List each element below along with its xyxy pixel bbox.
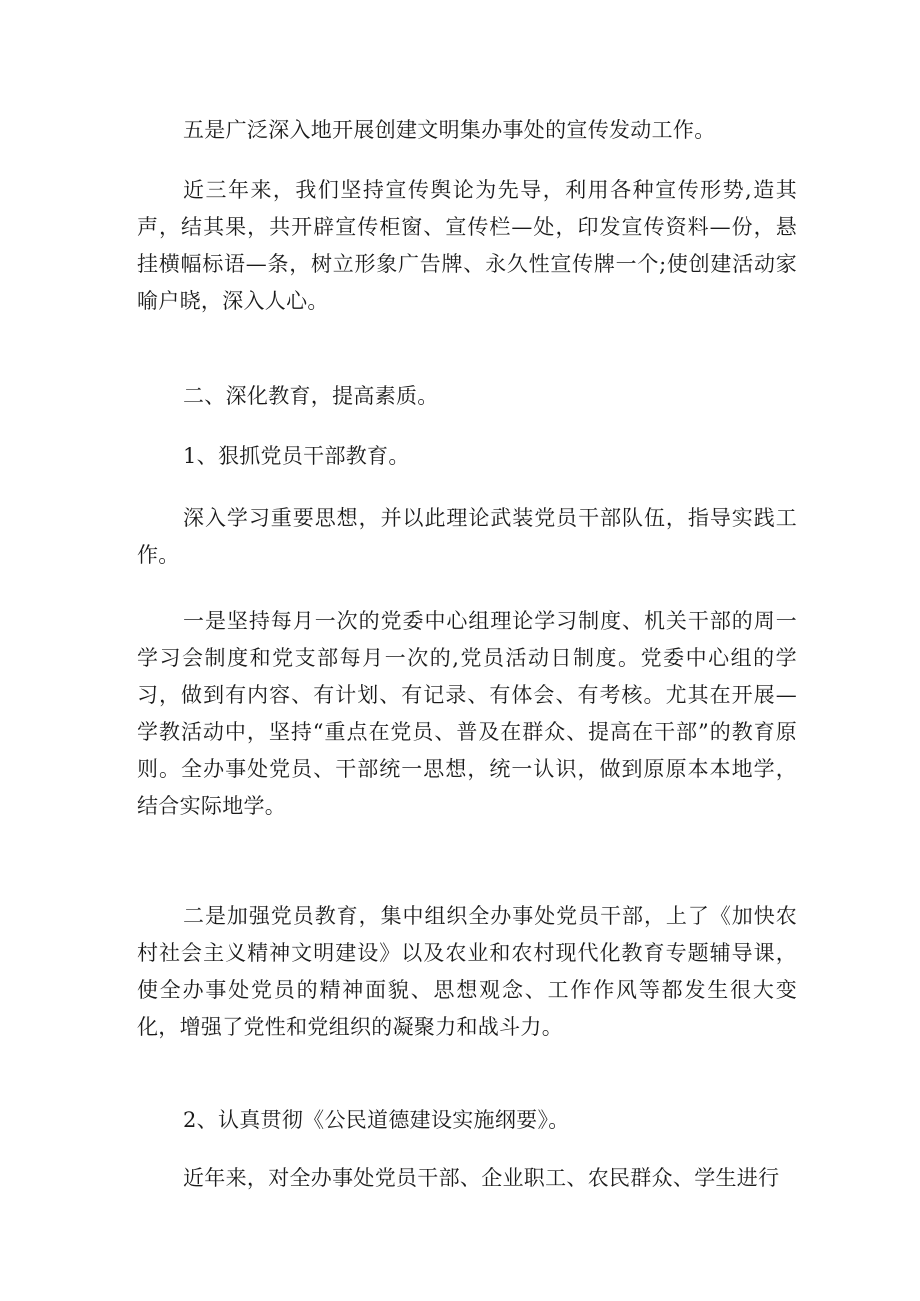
paragraph-monthly-study: 一是坚持每月一次的党委中心组理论学习制度、机关干部的周一学习会制度和党支部每月一次的,党员活动日制度。党委中心组的学习，做到有内容、有计划、有记录、有体会、有考核。尤其在开展—学教活动中，坚持“重点在党员、普及在群众、提高在干部”的教育原则。全办事处党员、干部统一思想，统一认识，做到原原本本地学，结合实际地学。 <box>137 609 797 818</box>
section-heading-education: 二、深化教育，提高素质。 <box>183 384 439 408</box>
paragraph-member-education: 二是加强党员教育，集中组织全办事处党员干部，上了《加快农村社会主义精神文明建设》以及农业和农村现代化教育专题辅导课，使全办事处党员的精神面貌、思想观念、工作作风等都发生很大变化，增强了党性和党组织的凝聚力和战斗力。 <box>137 904 797 1039</box>
paragraph-publicity-work: 五是广泛深入地开展创建文明集办事处的宣传发动工作。 <box>183 118 716 142</box>
paragraph-recent-years: 近年来，对全办事处党员干部、企业职工、农民群众、学生进行 <box>183 1166 780 1190</box>
subheading-party-cadre-education: 1、狠抓党员干部教育。 <box>183 444 410 468</box>
paragraph-three-years: 近三年来，我们坚持宣传舆论为先导，利用各种宣传形势,造其声，结其果，共开辟宣传柜窗、宣传栏—处，印发宣传资料—份，悬挂横幅标语—条，树立形象广告牌、永久性宣传牌一个;使创建活动家喻户晓，深入人心。 <box>137 178 797 313</box>
subheading-civic-morality: 2、认真贯彻《公民道德建设实施纲要》。 <box>183 1108 570 1132</box>
paragraph-study-thought: 深入学习重要思想，并以此理论武装党员干部队伍，指导实践工作。 <box>137 506 797 567</box>
